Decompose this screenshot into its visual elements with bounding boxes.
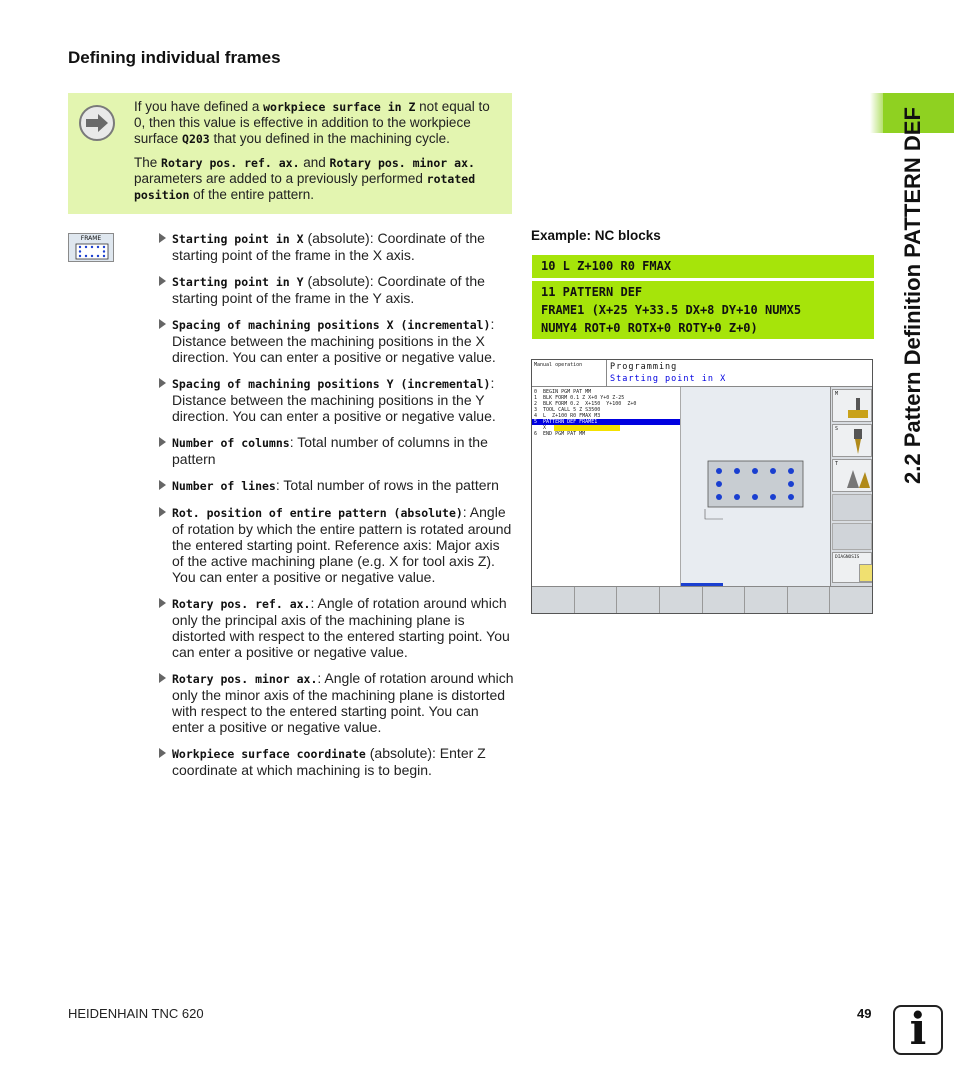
horizontal-softkeys [532, 586, 872, 614]
frame-softkey-icon: FRAME [68, 233, 114, 262]
note-paragraph-1: If you have defined a workpiece surface in Z not equal to 0, then this value is effective in addition to the workpiece surface Q203 that you defined in the machining cycle. [134, 99, 490, 146]
m-function-softkey[interactable]: M [832, 389, 872, 422]
parameter-item: Starting point in X (absolute): Coordinate of the starting point of the frame in the X axis. [158, 230, 514, 263]
vertical-softkeys [830, 387, 873, 586]
program-line: 3 TOOL CALL 5 Z S3500 [534, 407, 601, 413]
nc-block-2 [532, 281, 874, 339]
chapter-title-vertical: 2.2 Pattern Definition PATTERN DEF [900, 107, 925, 484]
note-paragraph-2: The Rotary pos. ref. ax. and Rotary pos. minor ax. parameters are added to a previously performed rotated position of the entire pattern. [134, 155, 476, 202]
footer-brand: HEIDENHAIN TNC 620 [68, 1006, 204, 1021]
softkey[interactable] [703, 587, 746, 614]
parameter-item: Number of lines: Total number of rows in the pattern [158, 477, 514, 494]
example-title: Example: NC blocks [531, 228, 661, 243]
section-title: Defining individual frames [68, 48, 281, 67]
parameter-item: Number of columns: Total number of columns in the pattern [158, 434, 514, 467]
softkey[interactable] [745, 587, 788, 614]
tool-softkey[interactable]: T [832, 459, 872, 492]
program-line: 6 END PGM PAT MM [534, 431, 586, 437]
nc-line: 11 PATTERN DEF [541, 285, 643, 299]
parameter-list [158, 230, 514, 788]
parameter-item: Rotary pos. ref. ax.: Angle of rotation around which only the principal axis of the machining plane is distorted with respect to the entered starting point. You can enter a positive or negative value. [158, 595, 514, 660]
program-line: 4 L Z+100 R0 FMAX M3 [534, 413, 601, 419]
program-line: 0 BEGIN PGM PAT MM [534, 389, 592, 395]
program-line-selected: 5 PATTERN DEF FRAME1 [532, 419, 680, 425]
parameter-item: Spacing of machining positions X (incremental): Distance between the machining positions in the X direction. You can enter a positive or negative value. [158, 316, 514, 365]
program-line: 1 BLK FORM 0.1 Z X+0 Y+0 Z-25 [534, 395, 625, 401]
arrow-right-icon [78, 104, 116, 142]
page-number: 49 [857, 1006, 872, 1021]
program-line: 2 BLK FORM 0.2 X+150 Y+100 Z+0 [534, 401, 637, 407]
note-text [134, 99, 504, 211]
nc-line: FRAME1 (X+25 Y+33.5 DX+8 DY+10 NUMX5 [541, 303, 802, 317]
softkey[interactable] [532, 587, 575, 614]
spindle-softkey[interactable]: S [832, 424, 872, 457]
tnc-screenshot [531, 359, 873, 614]
softkey[interactable] [788, 587, 831, 614]
softkey[interactable] [617, 587, 660, 614]
nc-block-1: 10 L Z+100 R0 FMAX [532, 255, 874, 278]
mode-small-panel: Manual operation [532, 360, 607, 387]
mode-big-panel: Programming Starting point in X [607, 360, 873, 387]
softkey[interactable] [660, 587, 703, 614]
graphics-window [680, 387, 831, 586]
diagnosis-softkey[interactable]: DIAGNOSIS [832, 552, 872, 583]
parameter-item: Rotary pos. minor ax.: Angle of rotation around which only the minor axis of the machining plane is distorted with respect to the entered starting point. You can enter a positive or negative value. [158, 670, 514, 735]
program-line-input: X [532, 425, 680, 431]
softkey[interactable] [575, 587, 618, 614]
parameter-item: Workpiece surface coordinate (absolute): Enter Z coordinate at which machining is to begin. [158, 745, 514, 778]
empty-softkey[interactable] [832, 523, 872, 550]
parameter-item: Spacing of machining positions Y (incremental): Distance between the machining positions in the Y direction. You can enter a positive or negative value. [158, 375, 514, 424]
nc-line: NUMY4 ROT+0 ROTX+0 ROTY+0 Z+0) [541, 321, 758, 335]
program-listing [532, 389, 680, 437]
parameter-item: Rot. position of entire pattern (absolute): Angle of rotation by which the entire pattern is rotated around the entered starting point. Reference axis: Major axis of the active machining plane (e.g. X for tool axis Z). You can enter a positive or negative value. [158, 504, 514, 585]
empty-softkey[interactable] [832, 494, 872, 521]
info-icon: i [893, 1005, 943, 1055]
parameter-item: Starting point in Y (absolute): Coordinate of the starting point of the frame in the Y axis. [158, 273, 514, 306]
softkey[interactable] [830, 587, 872, 614]
diagnosis-icon [859, 564, 873, 582]
